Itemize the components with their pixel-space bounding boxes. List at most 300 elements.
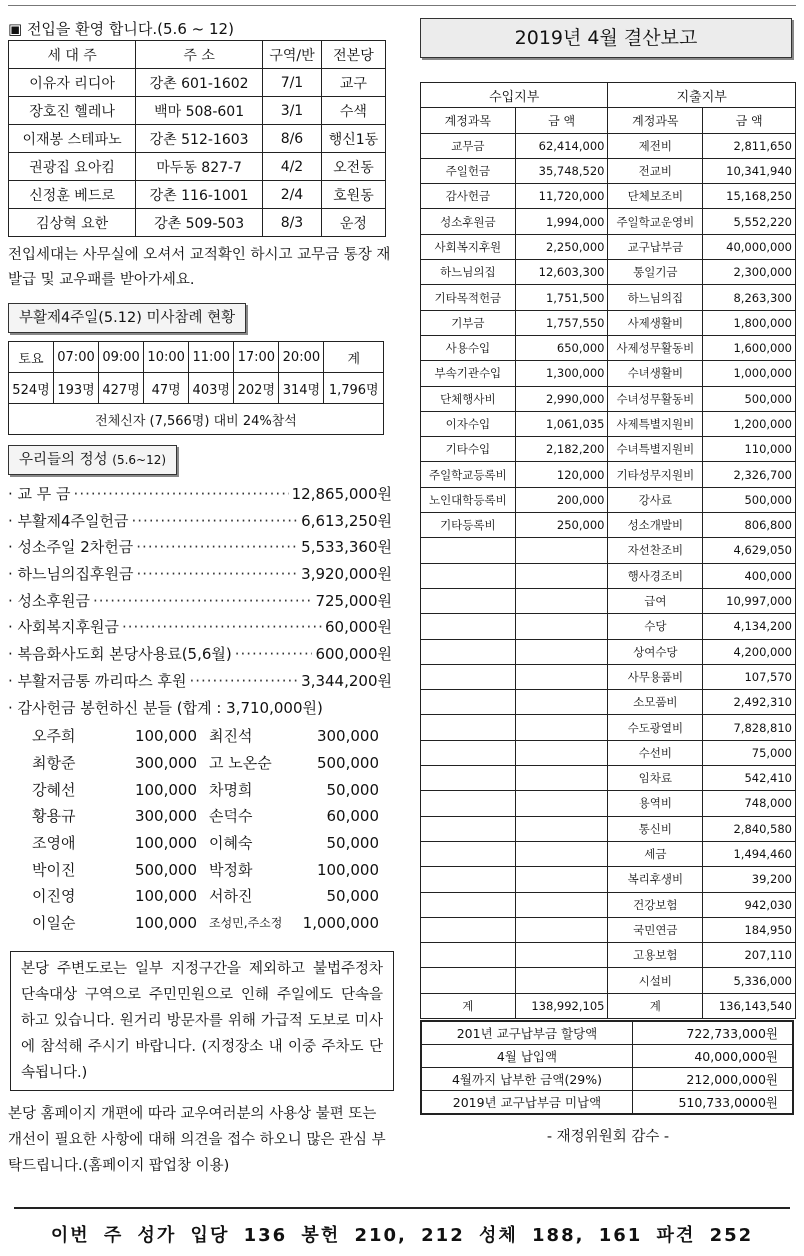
expense-account: 통신비 <box>608 816 703 841</box>
empty-cell <box>421 791 516 816</box>
expense-amount: 1,494,460 <box>703 841 796 866</box>
donor-row <box>32 910 392 937</box>
expense-amount: 1,200,000 <box>703 411 796 436</box>
ledger-row <box>421 588 796 613</box>
empty-cell <box>421 690 516 715</box>
mass-count: 524명 <box>9 373 54 404</box>
expense-total-label: 계 <box>608 993 703 1018</box>
newcomers-table <box>8 40 386 237</box>
empty-cell <box>421 841 516 866</box>
empty-cell <box>515 816 608 841</box>
col-amount: 금 액 <box>515 108 608 133</box>
income-amount: 12,603,300 <box>515 260 608 285</box>
expense-account: 성소개발비 <box>608 513 703 538</box>
empty-cell <box>515 766 608 791</box>
empty-cell <box>515 690 608 715</box>
expense-account: 수녀생활비 <box>608 361 703 386</box>
summary-value: 722,733,000원 <box>632 1021 793 1045</box>
offering-amount: 12,865,000원 <box>291 485 392 503</box>
ledger-row <box>421 462 796 487</box>
ledger-row <box>421 411 796 436</box>
donor-cell: 60,000 <box>326 807 379 826</box>
income-account: 성소후원금 <box>421 209 516 234</box>
ledger-table <box>420 82 796 1019</box>
offering-label: · 사회복지후원금 <box>8 618 119 637</box>
expense-account: 건강보험 <box>608 892 703 917</box>
expense-amount: 10,341,940 <box>703 158 796 183</box>
newcomer-cell: 마두동 827-7 <box>136 153 263 181</box>
newcomer-cell: 행신1동 <box>321 125 385 153</box>
empty-cell <box>421 867 516 892</box>
empty-cell <box>421 563 516 588</box>
expense-amount: 2,492,310 <box>703 690 796 715</box>
expense-account: 고용보험 <box>608 943 703 968</box>
ledger-row <box>421 437 796 462</box>
newcomer-cell: 8/6 <box>263 125 322 153</box>
leader-dots <box>136 534 298 561</box>
income-amount: 2,182,200 <box>515 437 608 462</box>
newcomer-row <box>9 97 386 125</box>
empty-cell <box>421 639 516 664</box>
mass-time: 토요 <box>9 342 54 373</box>
ledger-row <box>421 487 796 512</box>
donor-cell: 100,000 <box>134 887 197 906</box>
empty-cell <box>515 867 608 892</box>
ledger-row <box>421 690 796 715</box>
income-amount: 120,000 <box>515 462 608 487</box>
expense-amount: 1,800,000 <box>703 310 796 335</box>
empty-cell <box>421 588 516 613</box>
expense-amount: 184,950 <box>703 917 796 942</box>
expense-account: 용역비 <box>608 791 703 816</box>
offering-item <box>8 588 392 615</box>
offering-item <box>8 614 392 641</box>
expense-amount: 400,000 <box>703 563 796 588</box>
offering-label: · 복음화사도회 본당사용료(5,6월) <box>8 645 232 664</box>
thanks-label: · 감사헌금 봉헌하신 분들 (합계 : 3,710,000원) <box>8 698 323 717</box>
mass-count: 202명 <box>234 373 279 404</box>
expense-amount: 110,000 <box>703 437 796 462</box>
empty-cell <box>515 614 608 639</box>
expense-amount: 2,840,580 <box>703 816 796 841</box>
expense-account: 교구납부금 <box>608 234 703 259</box>
empty-cell <box>421 766 516 791</box>
expense-account: 통일기금 <box>608 260 703 285</box>
empty-cell <box>421 538 516 563</box>
donor-cell: 박정화 <box>209 860 253 879</box>
offering-item <box>8 508 392 535</box>
offering-label: · 하느님의집후원금 <box>8 565 134 584</box>
expense-account: 자선찬조비 <box>608 538 703 563</box>
expense-account: 사제성무활동비 <box>608 335 703 360</box>
donor-cell: 황용규 <box>32 807 76 826</box>
col-account: 계정과목 <box>608 108 703 133</box>
audit-note: - 재정위원회 감수 - <box>546 1128 670 1145</box>
newcomer-cell: 신정훈 베드로 <box>9 181 136 209</box>
expense-account: 시설비 <box>608 968 703 993</box>
expense-account: 급여 <box>608 588 703 613</box>
donor-row <box>32 803 392 830</box>
expense-account: 복리후생비 <box>608 867 703 892</box>
newcomer-row <box>9 125 386 153</box>
bottom-rule <box>14 1207 790 1209</box>
mass-time: 20:00 <box>279 342 324 373</box>
empty-cell <box>421 614 516 639</box>
header-householder: 세 대 주 <box>9 41 136 69</box>
report-title: 2019년 4월 결산보고 <box>420 18 792 58</box>
donor-row <box>32 883 392 910</box>
offering-label: · 성소주일 2차헌금 <box>8 538 134 557</box>
expense-account: 제전비 <box>608 133 703 158</box>
income-total-label: 계 <box>421 993 516 1018</box>
donor-cell: 오주희 <box>32 727 76 746</box>
newcomer-row <box>9 69 386 97</box>
mass-count: 314명 <box>279 373 324 404</box>
expense-amount: 748,000 <box>703 791 796 816</box>
mass-time: 17:00 <box>234 342 279 373</box>
income-amount: 200,000 <box>515 487 608 512</box>
expense-amount: 4,629,050 <box>703 538 796 563</box>
income-amount: 1,757,550 <box>515 310 608 335</box>
leader-dots <box>74 481 289 508</box>
newcomers-note: 전입세대는 사무실에 오셔서 교적확인 하시고 교무금 통장 재발급 및 교우패를 받아가세요. <box>8 247 391 288</box>
ledger-row <box>421 943 796 968</box>
expense-header: 지출지부 <box>608 83 796 108</box>
summary-value: 212,000,000원 <box>632 1067 793 1090</box>
ledger-row <box>421 386 796 411</box>
offering-item <box>8 481 392 508</box>
offering-amount: 600,000원 <box>315 645 392 664</box>
expense-amount: 1,000,000 <box>703 361 796 386</box>
donor-cell: 손덕수 <box>209 807 253 826</box>
donor-cell: 300,000 <box>134 807 197 826</box>
newcomer-row <box>9 181 386 209</box>
empty-cell <box>421 968 516 993</box>
ledger-row <box>421 816 796 841</box>
expense-amount: 500,000 <box>703 487 796 512</box>
ledger-row <box>421 639 796 664</box>
left-column <box>8 18 392 1179</box>
newcomer-cell: 강촌 601-1602 <box>136 69 263 97</box>
mass-count: 1,796명 <box>324 373 384 404</box>
expense-amount: 5,336,000 <box>703 968 796 993</box>
expense-account: 사제생활비 <box>608 310 703 335</box>
newcomer-cell: 이재봉 스테파노 <box>9 125 136 153</box>
expense-amount: 542,410 <box>703 766 796 791</box>
newcomer-cell: 3/1 <box>263 97 322 125</box>
summary-row <box>421 1090 793 1114</box>
ledger-row <box>421 184 796 209</box>
income-amount: 35,748,520 <box>515 158 608 183</box>
ledger-row <box>421 234 796 259</box>
donor-cell: 강혜선 <box>32 780 76 799</box>
expense-amount: 15,168,250 <box>703 184 796 209</box>
ledger-row <box>421 513 796 538</box>
expense-account: 강사료 <box>608 487 703 512</box>
offering-amount: 60,000원 <box>325 618 392 637</box>
header-district: 구역/반 <box>263 41 322 69</box>
offering-amount: 6,613,250원 <box>301 511 392 530</box>
expense-account: 수선비 <box>608 740 703 765</box>
summary-label: 4월까지 납부한 금액(29%) <box>421 1067 632 1090</box>
expense-account: 단체보조비 <box>608 184 703 209</box>
offerings-list <box>8 481 392 695</box>
empty-cell <box>515 968 608 993</box>
mass-count: 193명 <box>53 373 98 404</box>
income-amount: 62,414,000 <box>515 133 608 158</box>
top-rule <box>8 5 796 6</box>
ledger-row <box>421 310 796 335</box>
expense-account: 수당 <box>608 614 703 639</box>
empty-cell <box>515 538 608 563</box>
expense-account: 주일학교운영비 <box>608 209 703 234</box>
income-account: 기타등록비 <box>421 513 516 538</box>
expense-account: 수녀성무활동비 <box>608 386 703 411</box>
offering-amount: 5,533,360원 <box>301 538 392 557</box>
summary-row <box>421 1067 793 1090</box>
empty-cell <box>515 664 608 689</box>
empty-cell <box>421 816 516 841</box>
newcomer-cell: 8/3 <box>263 209 322 237</box>
expense-amount: 5,552,220 <box>703 209 796 234</box>
newcomer-cell: 교구 <box>321 69 385 97</box>
leader-dots <box>122 614 322 641</box>
offerings-period: (5.6~12) <box>112 453 167 467</box>
donor-row <box>32 777 392 804</box>
donor-row <box>32 857 392 884</box>
income-amount: 250,000 <box>515 513 608 538</box>
empty-cell <box>515 841 608 866</box>
offering-item <box>8 561 392 588</box>
offerings-title-text: 우리들의 정성 <box>19 452 108 468</box>
offering-amount: 3,920,000원 <box>301 565 392 584</box>
income-account: 노인대학등록비 <box>421 487 516 512</box>
donor-cell: 이일순 <box>32 914 76 932</box>
donor-cell: 최진석 <box>209 727 253 746</box>
donor-cell: 차명희 <box>209 780 253 799</box>
donor-row <box>32 830 392 857</box>
ledger-row <box>421 892 796 917</box>
empty-cell <box>515 917 608 942</box>
mass-count: 403명 <box>189 373 234 404</box>
mass-count: 427명 <box>99 373 144 404</box>
leader-dots <box>189 668 298 695</box>
newcomer-cell: 강촌 116-1001 <box>136 181 263 209</box>
expense-account: 상여수당 <box>608 639 703 664</box>
expense-account: 기타성무지원비 <box>608 462 703 487</box>
ledger-row <box>421 791 796 816</box>
income-account: 교무금 <box>421 133 516 158</box>
mass-table <box>8 341 384 435</box>
expense-amount: 500,000 <box>703 386 796 411</box>
expense-account: 국민연금 <box>608 917 703 942</box>
expense-amount: 2,300,000 <box>703 260 796 285</box>
donor-cell: 50,000 <box>326 887 379 906</box>
expense-amount: 107,570 <box>703 664 796 689</box>
ledger-row <box>421 740 796 765</box>
newcomer-cell: 오전동 <box>321 153 385 181</box>
empty-cell <box>515 943 608 968</box>
summary-label: 201년 교구납부금 할당액 <box>421 1021 632 1045</box>
income-amount: 1,751,500 <box>515 285 608 310</box>
offering-label: · 부활저금통 까리따스 후원 <box>8 671 187 690</box>
ledger-row <box>421 285 796 310</box>
header-prev-parish: 전본당 <box>321 41 385 69</box>
income-total: 138,992,105 <box>515 993 608 1018</box>
empty-cell <box>515 588 608 613</box>
expense-amount: 2,811,650 <box>703 133 796 158</box>
empty-cell <box>515 715 608 740</box>
ledger-row <box>421 766 796 791</box>
expense-account: 하느님의집 <box>608 285 703 310</box>
donor-row <box>32 750 392 777</box>
income-account: 부속기관수입 <box>421 361 516 386</box>
ledger-row <box>421 133 796 158</box>
expense-amount: 39,200 <box>703 867 796 892</box>
newcomer-cell: 호원동 <box>321 181 385 209</box>
offering-amount: 725,000원 <box>315 591 392 610</box>
income-amount: 2,990,000 <box>515 386 608 411</box>
ledger-row <box>421 867 796 892</box>
donor-cell: 100,000 <box>134 727 197 746</box>
empty-cell <box>421 892 516 917</box>
ledger-row <box>421 538 796 563</box>
expense-amount: 207,110 <box>703 943 796 968</box>
newcomers-title: ▣ 전입을 환영 합니다.(5.6 ~ 12) <box>8 20 234 38</box>
expense-account: 전교비 <box>608 158 703 183</box>
summary-value: 510,733,0000원 <box>632 1090 793 1114</box>
income-account: 주일학교등록비 <box>421 462 516 487</box>
donor-cell: 이진영 <box>32 887 76 906</box>
income-amount: 1,061,035 <box>515 411 608 436</box>
expense-amount: 10,997,000 <box>703 588 796 613</box>
ledger-row <box>421 335 796 360</box>
expense-account: 임차료 <box>608 766 703 791</box>
newcomer-cell: 7/1 <box>263 69 322 97</box>
income-account: 사회복지후원 <box>421 234 516 259</box>
donor-cell: 100,000 <box>134 780 197 799</box>
income-account: 주일헌금 <box>421 158 516 183</box>
expense-amount: 75,000 <box>703 740 796 765</box>
donor-row <box>32 723 392 750</box>
empty-cell <box>515 892 608 917</box>
offering-item <box>8 641 392 668</box>
offering-label: · 성소후원금 <box>8 591 90 610</box>
income-account: 하느님의집 <box>421 260 516 285</box>
donor-cell: 500,000 <box>316 753 379 772</box>
expense-amount: 806,800 <box>703 513 796 538</box>
expense-total: 136,143,540 <box>703 993 796 1018</box>
ledger-row <box>421 917 796 942</box>
donor-cell: 조영애 <box>32 833 76 852</box>
expense-amount: 942,030 <box>703 892 796 917</box>
income-account: 기타수입 <box>421 437 516 462</box>
mass-count: 47명 <box>144 373 189 404</box>
mass-time: 11:00 <box>189 342 234 373</box>
parking-notice: 본당 주변도로는 일부 지정구간을 제외하고 불법주정차 단속대상 구역으로 주민민원으로 인해 주일에도 단속을 하고 있습니다. 원거리 방문자를 위해 가급적 도보로 미사에 참석해 주시기 바랍니다. (지정장소 내 이중 주차도 단속됩니다.) <box>10 951 394 1091</box>
mass-time: 09:00 <box>99 342 144 373</box>
newcomer-cell: 수색 <box>321 97 385 125</box>
donor-cell: 박이진 <box>32 860 76 879</box>
empty-cell <box>421 943 516 968</box>
mass-time: 07:00 <box>53 342 98 373</box>
offerings-title <box>8 445 177 475</box>
empty-cell <box>515 563 608 588</box>
income-amount: 1,994,000 <box>515 209 608 234</box>
expense-amount: 2,326,700 <box>703 462 796 487</box>
expense-account: 수녀특별지원비 <box>608 437 703 462</box>
donor-cell: 조성민,주소정 <box>209 916 283 930</box>
donor-cell: 최항준 <box>32 753 76 772</box>
donor-cell: 100,000 <box>316 860 379 879</box>
ledger-row <box>421 968 796 993</box>
income-amount: 650,000 <box>515 335 608 360</box>
header-address: 주 소 <box>136 41 263 69</box>
mass-title: 부활제4주일(5.12) 미사참례 현황 <box>8 303 246 333</box>
ledger-row <box>421 563 796 588</box>
empty-cell <box>421 917 516 942</box>
donor-cell: 50,000 <box>326 780 379 799</box>
offering-item <box>8 534 392 561</box>
ledger-row <box>421 614 796 639</box>
expense-amount: 4,134,200 <box>703 614 796 639</box>
leader-dots <box>132 508 299 535</box>
donor-cell: 500,000 <box>134 860 197 879</box>
offering-label: · 부활제4주일헌금 <box>8 511 129 530</box>
donor-list <box>32 723 392 937</box>
newcomer-cell: 김상혁 요한 <box>9 209 136 237</box>
newcomer-cell: 강촌 509-503 <box>136 209 263 237</box>
expense-amount: 40,000,000 <box>703 234 796 259</box>
expense-account: 수도광열비 <box>608 715 703 740</box>
expense-amount: 4,200,000 <box>703 639 796 664</box>
donor-cell: 100,000 <box>134 833 197 852</box>
income-account: 감사헌금 <box>421 184 516 209</box>
offering-label: · 교 무 금 <box>8 485 71 503</box>
expense-account: 세금 <box>608 841 703 866</box>
ledger-row <box>421 664 796 689</box>
income-account: 기부금 <box>421 310 516 335</box>
empty-cell <box>515 639 608 664</box>
col-amount: 금 액 <box>703 108 796 133</box>
newcomer-cell: 이유자 리디아 <box>9 69 136 97</box>
mass-time: 10:00 <box>144 342 189 373</box>
newcomer-cell: 운정 <box>321 209 385 237</box>
leader-dots <box>235 641 313 668</box>
assessment-summary <box>420 1020 794 1115</box>
hymn-footer: 이번 주 성가 입당 136 봉헌 210, 212 성체 188, 161 파견 252 <box>50 1225 754 1246</box>
expense-amount: 8,263,300 <box>703 285 796 310</box>
empty-cell <box>515 791 608 816</box>
summary-label: 2019년 교구납부금 미납액 <box>421 1090 632 1114</box>
newcomer-cell: 강촌 512-1603 <box>136 125 263 153</box>
expense-account: 사제특별지원비 <box>608 411 703 436</box>
summary-label: 4월 납입액 <box>421 1044 632 1067</box>
homepage-notice: 본당 홈페이지 개편에 따라 교우여러분의 사용상 불편 또는 개선이 필요한 사항에 대해 의견을 접수 하오니 많은 관심 부탁드립니다.(홈페이지 팝업창 이용) <box>8 1105 386 1174</box>
expense-account: 행사경조비 <box>608 563 703 588</box>
donor-cell: 고 노온순 <box>209 753 272 772</box>
leader-dots <box>93 588 312 615</box>
donor-cell: 100,000 <box>134 914 197 932</box>
ledger-row <box>421 841 796 866</box>
ledger-row <box>421 361 796 386</box>
ledger-row <box>421 209 796 234</box>
expense-account: 사무용품비 <box>608 664 703 689</box>
donor-cell: 300,000 <box>134 753 197 772</box>
offering-item <box>8 668 392 695</box>
newcomer-row <box>9 209 386 237</box>
income-header: 수입지부 <box>421 83 608 108</box>
